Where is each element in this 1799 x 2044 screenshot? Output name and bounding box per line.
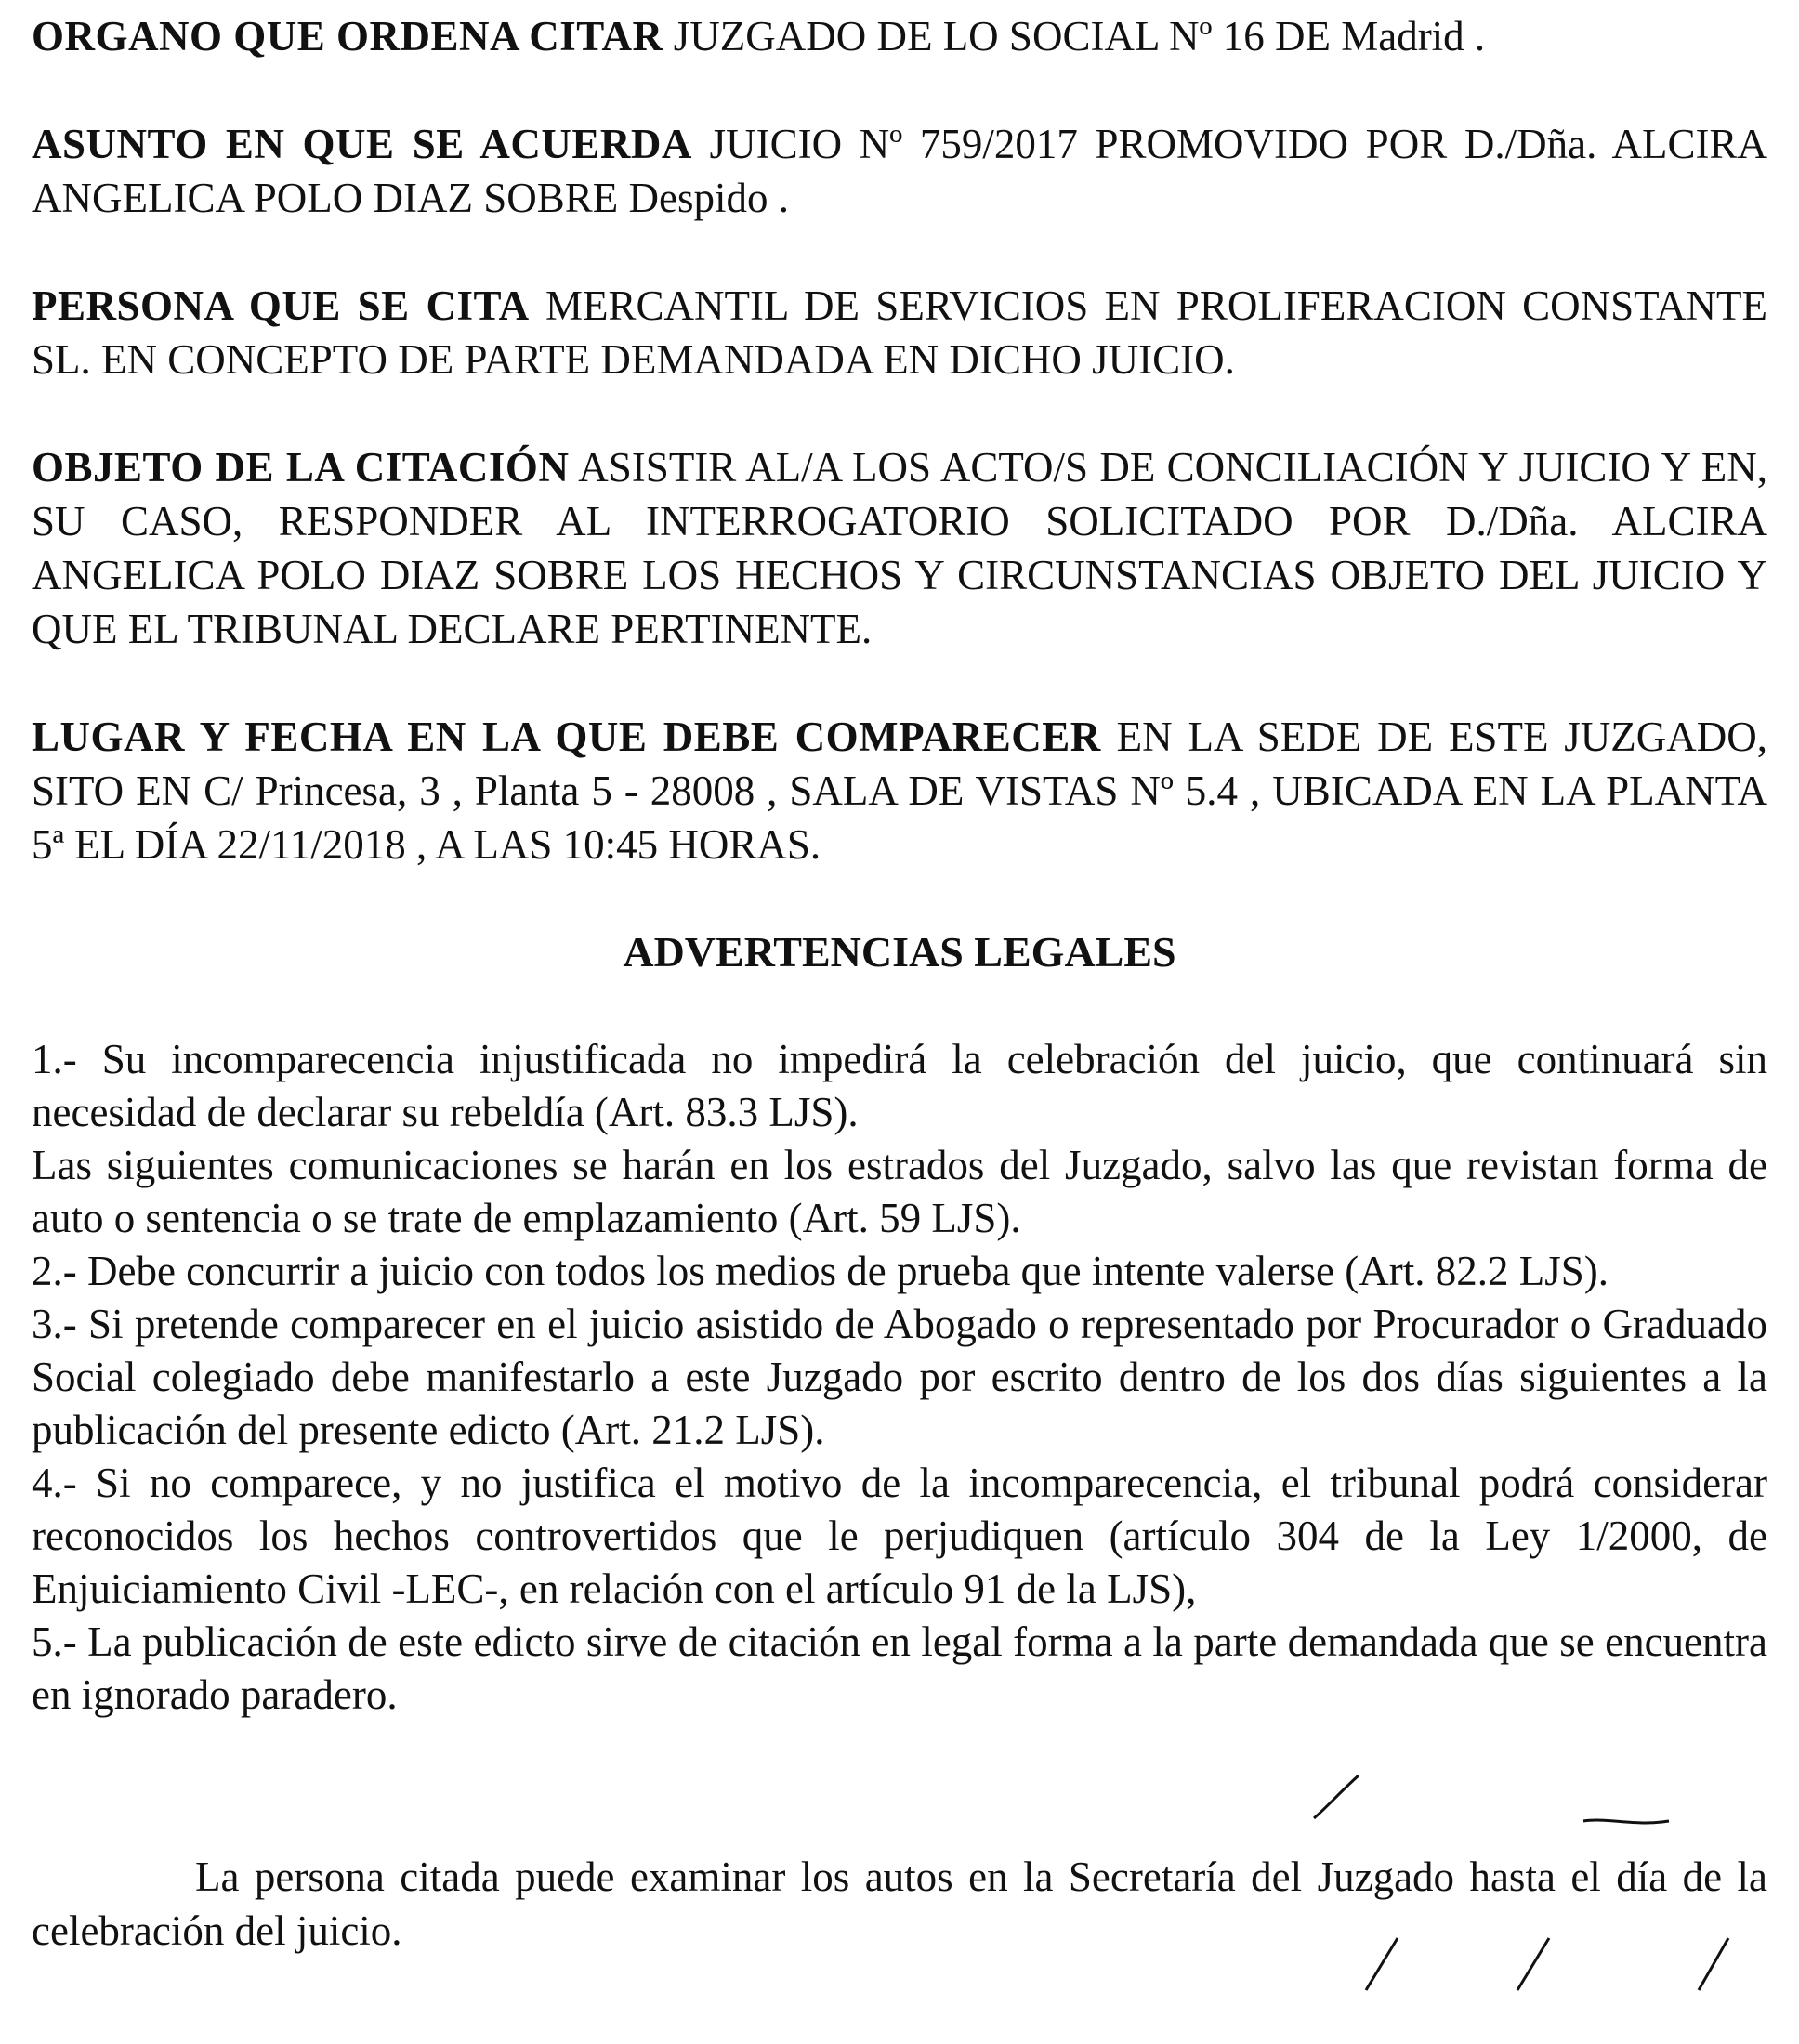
field-objeto — [32, 440, 1767, 656]
field-value: EN LA SEDE DE ESTE JUZGADO, SITO EN C/ Princesa, 3 , Planta 5 - 28008 , SALA DE VISTAS Nº 5.4 , UBICADA EN LA PLANTA 5ª EL DÍA 22/11/2018 , A LAS 10:45 HORAS. — [32, 714, 1768, 868]
spacer — [32, 979, 1767, 1033]
spacer — [32, 1722, 1767, 1850]
closing-paragraph: La persona citada puede examinar los autos en la Secretaría del Juzgado hasta el día de la celebración del juicio. — [32, 1854, 1767, 1954]
spacer — [32, 656, 1767, 710]
warnings-list — [32, 1033, 1767, 1722]
field-lugar-fecha — [32, 710, 1767, 871]
warning-item: 1.- Su incomparecencia injustificada no impedirá la celebración del juicio, que continuará sin necesidad de declarar su rebeldía (Art. 83.3 LJS). — [32, 1036, 1767, 1135]
spacer — [32, 387, 1767, 440]
spacer — [32, 871, 1767, 925]
field-value: ASISTIR AL/A LOS ACTO/S DE CONCILIACIÓN Y JUICIO Y EN, SU CASO, RESPONDER AL INTERROGATORIO SOLICITADO POR D./Dña. ALCIRA ANGELICA POLO DIAZ SOBRE LOS HECHOS Y CIRCUNSTANCIAS OBJETO DEL JUICIO Y QUE EL TRIBUNAL DECLARE PERTINENTE. — [32, 444, 1767, 652]
field-organo — [32, 9, 1767, 63]
warning-item: 4.- Si no comparece, y no justifica el motivo de la incomparecencia, el tribunal podrá considerar reconocidos los hechos controvertidos que le perjudiquen (artículo 304 de la Ley 1/2000, de Enjuiciamiento Civil -LEC-, en relación con el artículo 91 de la LJS), — [32, 1460, 1767, 1612]
field-persona — [32, 279, 1767, 387]
field-label: ASUNTO EN QUE SE ACUERDA — [32, 121, 692, 167]
field-label: OBJETO DE LA CITACIÓN — [32, 444, 570, 491]
field-label: ORGANO QUE ORDENA CITAR — [32, 13, 663, 59]
warning-item: 5.- La publicación de este edicto sirve de citación en legal forma a la parte demandada que se encuentra en ignorado paradero. — [32, 1618, 1767, 1718]
warning-item: Las siguientes comunicaciones se harán en los estrados del Juzgado, salvo las que revistan forma de auto o sentencia o se trate de emplazamiento (Art. 59 LJS). — [32, 1142, 1767, 1241]
warnings-heading: ADVERTENCIAS LEGALES — [623, 928, 1176, 976]
field-label: PERSONA QUE SE CITA — [32, 282, 530, 329]
spacer — [32, 225, 1767, 279]
field-value: JUZGADO DE LO SOCIAL Nº 16 DE Madrid . — [673, 13, 1486, 59]
field-label: LUGAR Y FECHA EN LA QUE DEBE COMPARECER — [32, 714, 1101, 760]
warning-item: 3.- Si pretende comparecer en el juicio asistido de Abogado o representado por Procurador o Graduado Social colegiado debe manifestarlo a este Juzgado por escrito dentro de los dos días siguientes a la publicación del presente edicto (Art. 21.2 LJS). — [32, 1301, 1767, 1453]
field-value: MERCANTIL DE SERVICIOS EN PROLIFERACION CONSTANTE SL. EN CONCEPTO DE PARTE DEMANDADA EN DICHO JUICIO. — [32, 282, 1768, 383]
spacer — [32, 63, 1767, 117]
warning-item: 2.- Debe concurrir a juicio con todos los medios de prueba que intente valerse (Art. 82.2 LJS). — [32, 1248, 1609, 1294]
field-value: JUICIO Nº 759/2017 PROMOVIDO POR D./Dña. ALCIRA ANGELICA POLO DIAZ SOBRE Despido . — [32, 121, 1768, 221]
field-asunto — [32, 117, 1767, 225]
citation-document — [32, 9, 1767, 1958]
